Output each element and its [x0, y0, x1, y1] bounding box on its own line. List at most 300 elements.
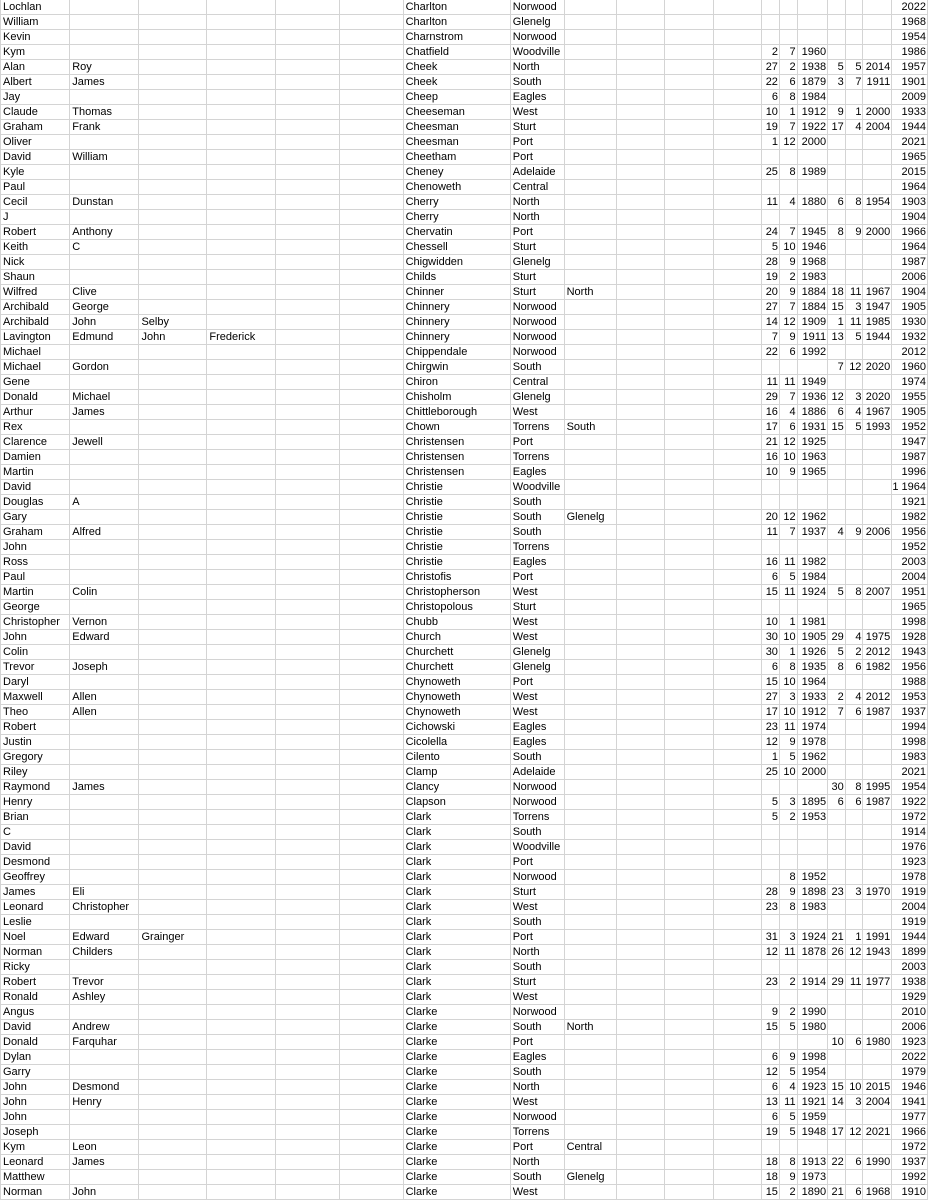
cell-blank-col-f[interactable] [339, 810, 403, 825]
cell-blank-col-l[interactable] [713, 810, 762, 825]
cell-middle-name-2[interactable]: John [139, 330, 207, 345]
cell-middle-name-3[interactable] [207, 870, 275, 885]
cell-middle-name-3[interactable] [207, 480, 275, 495]
cell-blank-col-l[interactable] [713, 1080, 762, 1095]
cell-blank-col-j[interactable] [616, 465, 665, 480]
cell-blank-col-f[interactable] [339, 1005, 403, 1020]
cell-birth-month[interactable]: 2 [779, 975, 797, 990]
cell-second-club[interactable] [564, 75, 616, 90]
cell-death-year[interactable]: 2004 [863, 1095, 892, 1110]
cell-blank-col-f[interactable] [339, 840, 403, 855]
cell-club[interactable]: North [510, 210, 564, 225]
cell-club[interactable]: Adelaide [510, 765, 564, 780]
cell-blank-col-k[interactable] [665, 1170, 714, 1185]
cell-surname[interactable]: Cheetham [403, 150, 510, 165]
cell-birth-year[interactable] [797, 780, 828, 795]
cell-blank-col-e[interactable] [275, 435, 339, 450]
cell-club[interactable]: Norwood [510, 1110, 564, 1125]
cell-birth-year[interactable]: 1983 [797, 270, 828, 285]
cell-club[interactable]: Glenelg [510, 645, 564, 660]
cell-blank-col-f[interactable] [339, 615, 403, 630]
cell-blank-col-f[interactable] [339, 495, 403, 510]
cell-given-name[interactable]: Gene [1, 375, 70, 390]
cell-death-month[interactable] [845, 480, 863, 495]
cell-surname[interactable]: Cicolella [403, 735, 510, 750]
cell-blank-col-e[interactable] [275, 780, 339, 795]
cell-debut-year[interactable]: 1937 [892, 705, 928, 720]
cell-death-year[interactable] [863, 15, 892, 30]
cell-death-year[interactable] [863, 1140, 892, 1155]
cell-surname[interactable]: Chynoweth [403, 690, 510, 705]
cell-middle-name-1[interactable] [70, 465, 139, 480]
cell-death-day[interactable] [828, 600, 846, 615]
cell-blank-col-l[interactable] [713, 1140, 762, 1155]
cell-blank-col-e[interactable] [275, 165, 339, 180]
cell-blank-col-f[interactable] [339, 735, 403, 750]
cell-blank-col-f[interactable] [339, 960, 403, 975]
cell-blank-col-j[interactable] [616, 570, 665, 585]
cell-club[interactable]: Sturt [510, 240, 564, 255]
cell-middle-name-3[interactable] [207, 600, 275, 615]
cell-middle-name-2[interactable] [139, 1155, 207, 1170]
cell-death-month[interactable]: 12 [845, 360, 863, 375]
cell-death-year[interactable] [863, 765, 892, 780]
cell-birth-day[interactable]: 21 [762, 435, 780, 450]
cell-birth-month[interactable]: 2 [779, 1005, 797, 1020]
cell-birth-day[interactable] [762, 825, 780, 840]
cell-blank-col-l[interactable] [713, 420, 762, 435]
cell-debut-year[interactable]: 1904 [892, 285, 928, 300]
cell-blank-col-e[interactable] [275, 405, 339, 420]
cell-death-day[interactable] [828, 495, 846, 510]
cell-middle-name-1[interactable] [70, 915, 139, 930]
cell-birth-month[interactable]: 9 [779, 1050, 797, 1065]
cell-middle-name-3[interactable] [207, 105, 275, 120]
cell-birth-year[interactable]: 1924 [797, 930, 828, 945]
cell-surname[interactable]: Chinner [403, 285, 510, 300]
cell-middle-name-3[interactable] [207, 360, 275, 375]
cell-blank-col-l[interactable] [713, 30, 762, 45]
cell-middle-name-2[interactable] [139, 225, 207, 240]
cell-blank-col-k[interactable] [665, 600, 714, 615]
cell-blank-col-l[interactable] [713, 510, 762, 525]
cell-birth-day[interactable]: 22 [762, 75, 780, 90]
cell-birth-month[interactable]: 8 [779, 90, 797, 105]
cell-blank-col-k[interactable] [665, 585, 714, 600]
cell-club[interactable]: Sturt [510, 120, 564, 135]
cell-given-name[interactable]: Colin [1, 645, 70, 660]
cell-blank-col-k[interactable] [665, 630, 714, 645]
cell-birth-day[interactable] [762, 0, 780, 15]
cell-middle-name-3[interactable] [207, 915, 275, 930]
cell-blank-col-l[interactable] [713, 795, 762, 810]
cell-blank-col-j[interactable] [616, 870, 665, 885]
cell-blank-col-e[interactable] [275, 495, 339, 510]
cell-birth-year[interactable]: 1990 [797, 1005, 828, 1020]
cell-death-year[interactable] [863, 825, 892, 840]
cell-birth-month[interactable]: 9 [779, 285, 797, 300]
cell-middle-name-3[interactable] [207, 855, 275, 870]
cell-blank-col-l[interactable] [713, 555, 762, 570]
cell-middle-name-1[interactable] [70, 1005, 139, 1020]
cell-surname[interactable]: Cheek [403, 75, 510, 90]
cell-blank-col-l[interactable] [713, 855, 762, 870]
cell-death-month[interactable] [845, 90, 863, 105]
cell-birth-day[interactable] [762, 600, 780, 615]
cell-second-club[interactable] [564, 855, 616, 870]
cell-birth-day[interactable]: 29 [762, 390, 780, 405]
cell-middle-name-3[interactable] [207, 525, 275, 540]
cell-blank-col-f[interactable] [339, 255, 403, 270]
cell-blank-col-l[interactable] [713, 180, 762, 195]
cell-surname[interactable]: Clark [403, 990, 510, 1005]
cell-blank-col-f[interactable] [339, 135, 403, 150]
cell-birth-month[interactable]: 12 [779, 510, 797, 525]
cell-middle-name-2[interactable] [139, 1185, 207, 1200]
cell-blank-col-e[interactable] [275, 720, 339, 735]
cell-middle-name-1[interactable] [70, 345, 139, 360]
cell-death-day[interactable]: 29 [828, 975, 846, 990]
cell-second-club[interactable] [564, 360, 616, 375]
cell-second-club[interactable] [564, 675, 616, 690]
cell-birth-year[interactable]: 1962 [797, 510, 828, 525]
cell-blank-col-k[interactable] [665, 360, 714, 375]
cell-death-day[interactable] [828, 825, 846, 840]
cell-blank-col-f[interactable] [339, 1095, 403, 1110]
cell-blank-col-k[interactable] [665, 1110, 714, 1125]
cell-middle-name-2[interactable] [139, 0, 207, 15]
cell-death-day[interactable]: 5 [828, 645, 846, 660]
cell-middle-name-2[interactable] [139, 585, 207, 600]
cell-birth-day[interactable]: 16 [762, 450, 780, 465]
cell-blank-col-k[interactable] [665, 915, 714, 930]
cell-second-club[interactable] [564, 435, 616, 450]
cell-middle-name-1[interactable] [70, 750, 139, 765]
cell-death-day[interactable] [828, 1170, 846, 1185]
cell-blank-col-e[interactable] [275, 690, 339, 705]
cell-blank-col-e[interactable] [275, 840, 339, 855]
cell-blank-col-e[interactable] [275, 1140, 339, 1155]
cell-given-name[interactable]: Henry [1, 795, 70, 810]
cell-club[interactable]: South [510, 1170, 564, 1185]
cell-second-club[interactable]: South [564, 420, 616, 435]
cell-middle-name-2[interactable] [139, 300, 207, 315]
cell-birth-day[interactable]: 22 [762, 345, 780, 360]
cell-middle-name-2[interactable] [139, 360, 207, 375]
cell-birth-year[interactable]: 1948 [797, 1125, 828, 1140]
cell-birth-day[interactable]: 15 [762, 675, 780, 690]
cell-birth-year[interactable]: 1965 [797, 465, 828, 480]
cell-middle-name-2[interactable] [139, 30, 207, 45]
cell-death-day[interactable] [828, 30, 846, 45]
cell-middle-name-2[interactable] [139, 795, 207, 810]
cell-death-year[interactable]: 1970 [863, 885, 892, 900]
cell-death-day[interactable]: 15 [828, 300, 846, 315]
cell-blank-col-l[interactable] [713, 90, 762, 105]
cell-birth-year[interactable]: 1886 [797, 405, 828, 420]
cell-middle-name-2[interactable] [139, 720, 207, 735]
cell-middle-name-2[interactable] [139, 1050, 207, 1065]
cell-second-club[interactable] [564, 915, 616, 930]
cell-blank-col-l[interactable] [713, 75, 762, 90]
cell-birth-year[interactable] [797, 960, 828, 975]
cell-birth-day[interactable]: 10 [762, 465, 780, 480]
cell-debut-year[interactable]: 2009 [892, 90, 928, 105]
cell-birth-year[interactable]: 1998 [797, 1050, 828, 1065]
cell-death-day[interactable]: 8 [828, 660, 846, 675]
cell-club[interactable]: Norwood [510, 870, 564, 885]
cell-club[interactable]: Norwood [510, 315, 564, 330]
cell-blank-col-e[interactable] [275, 90, 339, 105]
cell-surname[interactable]: Clarke [403, 1095, 510, 1110]
cell-middle-name-2[interactable] [139, 780, 207, 795]
cell-birth-day[interactable] [762, 180, 780, 195]
cell-second-club[interactable] [564, 555, 616, 570]
cell-middle-name-1[interactable] [70, 30, 139, 45]
cell-given-name[interactable]: David [1, 150, 70, 165]
cell-blank-col-l[interactable] [713, 360, 762, 375]
cell-birth-year[interactable]: 1936 [797, 390, 828, 405]
cell-middle-name-1[interactable]: Allen [70, 705, 139, 720]
cell-second-club[interactable] [564, 405, 616, 420]
cell-given-name[interactable]: Wilfred [1, 285, 70, 300]
cell-blank-col-e[interactable] [275, 1155, 339, 1170]
cell-middle-name-2[interactable] [139, 525, 207, 540]
cell-death-year[interactable]: 1967 [863, 405, 892, 420]
cell-blank-col-k[interactable] [665, 885, 714, 900]
cell-death-year[interactable] [863, 210, 892, 225]
cell-blank-col-k[interactable] [665, 165, 714, 180]
cell-death-day[interactable] [828, 960, 846, 975]
cell-blank-col-j[interactable] [616, 660, 665, 675]
cell-birth-year[interactable]: 1962 [797, 750, 828, 765]
cell-middle-name-1[interactable]: Andrew [70, 1020, 139, 1035]
cell-death-month[interactable]: 6 [845, 795, 863, 810]
cell-blank-col-j[interactable] [616, 645, 665, 660]
cell-death-month[interactable] [845, 180, 863, 195]
cell-blank-col-l[interactable] [713, 540, 762, 555]
cell-birth-day[interactable]: 10 [762, 105, 780, 120]
cell-middle-name-3[interactable] [207, 885, 275, 900]
cell-blank-col-l[interactable] [713, 465, 762, 480]
cell-blank-col-k[interactable] [665, 270, 714, 285]
cell-middle-name-2[interactable] [139, 975, 207, 990]
cell-death-year[interactable] [863, 600, 892, 615]
cell-death-month[interactable] [845, 735, 863, 750]
cell-birth-day[interactable]: 27 [762, 690, 780, 705]
cell-given-name[interactable]: Ross [1, 555, 70, 570]
cell-middle-name-2[interactable] [139, 135, 207, 150]
cell-death-year[interactable]: 1977 [863, 975, 892, 990]
cell-second-club[interactable] [564, 810, 616, 825]
cell-surname[interactable]: Chiron [403, 375, 510, 390]
cell-blank-col-f[interactable] [339, 600, 403, 615]
cell-blank-col-e[interactable] [275, 1125, 339, 1140]
cell-blank-col-j[interactable] [616, 45, 665, 60]
cell-blank-col-j[interactable] [616, 390, 665, 405]
cell-death-day[interactable] [828, 450, 846, 465]
cell-surname[interactable]: Chatfield [403, 45, 510, 60]
cell-blank-col-k[interactable] [665, 795, 714, 810]
cell-death-day[interactable]: 6 [828, 405, 846, 420]
cell-birth-day[interactable]: 23 [762, 720, 780, 735]
cell-middle-name-3[interactable] [207, 900, 275, 915]
cell-birth-month[interactable]: 7 [779, 225, 797, 240]
cell-club[interactable]: North [510, 195, 564, 210]
cell-club[interactable]: Torrens [510, 450, 564, 465]
cell-death-month[interactable] [845, 1140, 863, 1155]
cell-blank-col-k[interactable] [665, 780, 714, 795]
cell-given-name[interactable]: Graham [1, 525, 70, 540]
cell-given-name[interactable]: John [1, 1080, 70, 1095]
cell-death-month[interactable]: 8 [845, 780, 863, 795]
cell-middle-name-2[interactable] [139, 915, 207, 930]
cell-death-day[interactable] [828, 675, 846, 690]
cell-surname[interactable]: Clark [403, 825, 510, 840]
cell-death-day[interactable] [828, 510, 846, 525]
cell-middle-name-2[interactable] [139, 1095, 207, 1110]
cell-death-year[interactable] [863, 615, 892, 630]
cell-blank-col-f[interactable] [339, 1125, 403, 1140]
cell-blank-col-e[interactable] [275, 1035, 339, 1050]
cell-blank-col-l[interactable] [713, 1110, 762, 1125]
cell-death-day[interactable] [828, 480, 846, 495]
cell-death-year[interactable] [863, 480, 892, 495]
cell-birth-day[interactable]: 6 [762, 570, 780, 585]
cell-birth-month[interactable]: 10 [779, 675, 797, 690]
cell-middle-name-1[interactable] [70, 480, 139, 495]
cell-blank-col-e[interactable] [275, 1050, 339, 1065]
cell-club[interactable]: Torrens [510, 420, 564, 435]
cell-second-club[interactable] [564, 990, 616, 1005]
cell-blank-col-e[interactable] [275, 765, 339, 780]
cell-death-year[interactable] [863, 30, 892, 45]
cell-given-name[interactable]: Clarence [1, 435, 70, 450]
cell-debut-year[interactable]: 1953 [892, 690, 928, 705]
cell-blank-col-j[interactable] [616, 720, 665, 735]
cell-club[interactable]: Woodville [510, 45, 564, 60]
cell-club[interactable]: Port [510, 1140, 564, 1155]
cell-death-day[interactable] [828, 840, 846, 855]
cell-death-month[interactable]: 9 [845, 225, 863, 240]
cell-death-year[interactable]: 1980 [863, 1035, 892, 1050]
cell-blank-col-j[interactable] [616, 555, 665, 570]
cell-blank-col-f[interactable] [339, 945, 403, 960]
cell-second-club[interactable] [564, 945, 616, 960]
cell-second-club[interactable] [564, 270, 616, 285]
cell-birth-day[interactable]: 13 [762, 1095, 780, 1110]
cell-second-club[interactable]: Glenelg [564, 1170, 616, 1185]
cell-blank-col-e[interactable] [275, 390, 339, 405]
cell-debut-year[interactable]: 1914 [892, 825, 928, 840]
cell-blank-col-f[interactable] [339, 750, 403, 765]
cell-debut-year[interactable]: 1 1964 [892, 481, 926, 493]
cell-blank-col-j[interactable] [616, 1110, 665, 1125]
cell-blank-col-k[interactable] [665, 375, 714, 390]
cell-club[interactable]: North [510, 1080, 564, 1095]
cell-blank-col-k[interactable] [665, 30, 714, 45]
cell-middle-name-2[interactable] [139, 90, 207, 105]
cell-given-name[interactable]: Michael [1, 360, 70, 375]
cell-birth-month[interactable] [779, 1035, 797, 1050]
cell-club[interactable]: Norwood [510, 330, 564, 345]
cell-death-month[interactable] [845, 150, 863, 165]
cell-birth-year[interactable]: 1931 [797, 420, 828, 435]
cell-blank-col-f[interactable] [339, 585, 403, 600]
cell-blank-col-l[interactable] [713, 840, 762, 855]
cell-blank-col-k[interactable] [665, 945, 714, 960]
cell-club[interactable]: South [510, 360, 564, 375]
cell-surname[interactable]: Clapson [403, 795, 510, 810]
cell-blank-col-j[interactable] [616, 525, 665, 540]
cell-death-month[interactable]: 12 [845, 1125, 863, 1140]
cell-middle-name-3[interactable] [207, 180, 275, 195]
cell-middle-name-3[interactable] [207, 705, 275, 720]
cell-second-club[interactable] [564, 885, 616, 900]
cell-blank-col-l[interactable] [713, 645, 762, 660]
cell-birth-month[interactable]: 10 [779, 450, 797, 465]
cell-debut-year[interactable]: 1976 [892, 840, 928, 855]
cell-middle-name-2[interactable] [139, 1035, 207, 1050]
cell-blank-col-l[interactable] [713, 225, 762, 240]
cell-birth-day[interactable]: 12 [762, 1065, 780, 1080]
cell-birth-day[interactable] [762, 15, 780, 30]
cell-birth-month[interactable] [779, 495, 797, 510]
cell-blank-col-j[interactable] [616, 540, 665, 555]
cell-middle-name-1[interactable] [70, 510, 139, 525]
cell-birth-year[interactable]: 1954 [797, 1065, 828, 1080]
cell-blank-col-j[interactable] [616, 1140, 665, 1155]
cell-debut-year[interactable]: 1978 [892, 870, 928, 885]
cell-middle-name-3[interactable] [207, 690, 275, 705]
cell-birth-day[interactable]: 27 [762, 300, 780, 315]
cell-birth-day[interactable] [762, 855, 780, 870]
cell-blank-col-l[interactable] [713, 765, 762, 780]
cell-blank-col-l[interactable] [713, 270, 762, 285]
cell-death-month[interactable]: 6 [845, 1185, 863, 1200]
cell-death-year[interactable]: 2020 [863, 390, 892, 405]
cell-death-year[interactable]: 1975 [863, 630, 892, 645]
cell-surname[interactable]: Churchett [403, 645, 510, 660]
cell-blank-col-l[interactable] [713, 630, 762, 645]
cell-middle-name-1[interactable] [70, 90, 139, 105]
cell-blank-col-l[interactable] [713, 660, 762, 675]
cell-given-name[interactable]: Gregory [1, 750, 70, 765]
cell-blank-col-j[interactable] [616, 165, 665, 180]
cell-debut-year[interactable]: 1933 [892, 105, 928, 120]
cell-given-name[interactable]: Robert [1, 720, 70, 735]
cell-surname[interactable]: Cheesman [403, 135, 510, 150]
cell-birth-day[interactable] [762, 495, 780, 510]
cell-middle-name-1[interactable]: William [70, 150, 139, 165]
cell-given-name[interactable]: Donald [1, 390, 70, 405]
cell-death-day[interactable] [828, 345, 846, 360]
cell-blank-col-j[interactable] [616, 315, 665, 330]
cell-debut-year[interactable]: 1966 [892, 1125, 928, 1140]
cell-club[interactable]: Port [510, 930, 564, 945]
cell-middle-name-3[interactable] [207, 930, 275, 945]
cell-surname[interactable]: Clark [403, 945, 510, 960]
cell-club[interactable]: West [510, 1095, 564, 1110]
cell-middle-name-2[interactable] [139, 375, 207, 390]
cell-death-day[interactable] [828, 540, 846, 555]
cell-middle-name-1[interactable] [70, 375, 139, 390]
cell-middle-name-3[interactable] [207, 990, 275, 1005]
cell-blank-col-j[interactable] [616, 285, 665, 300]
cell-blank-col-k[interactable] [665, 1065, 714, 1080]
cell-blank-col-f[interactable] [339, 30, 403, 45]
cell-birth-month[interactable]: 10 [779, 765, 797, 780]
